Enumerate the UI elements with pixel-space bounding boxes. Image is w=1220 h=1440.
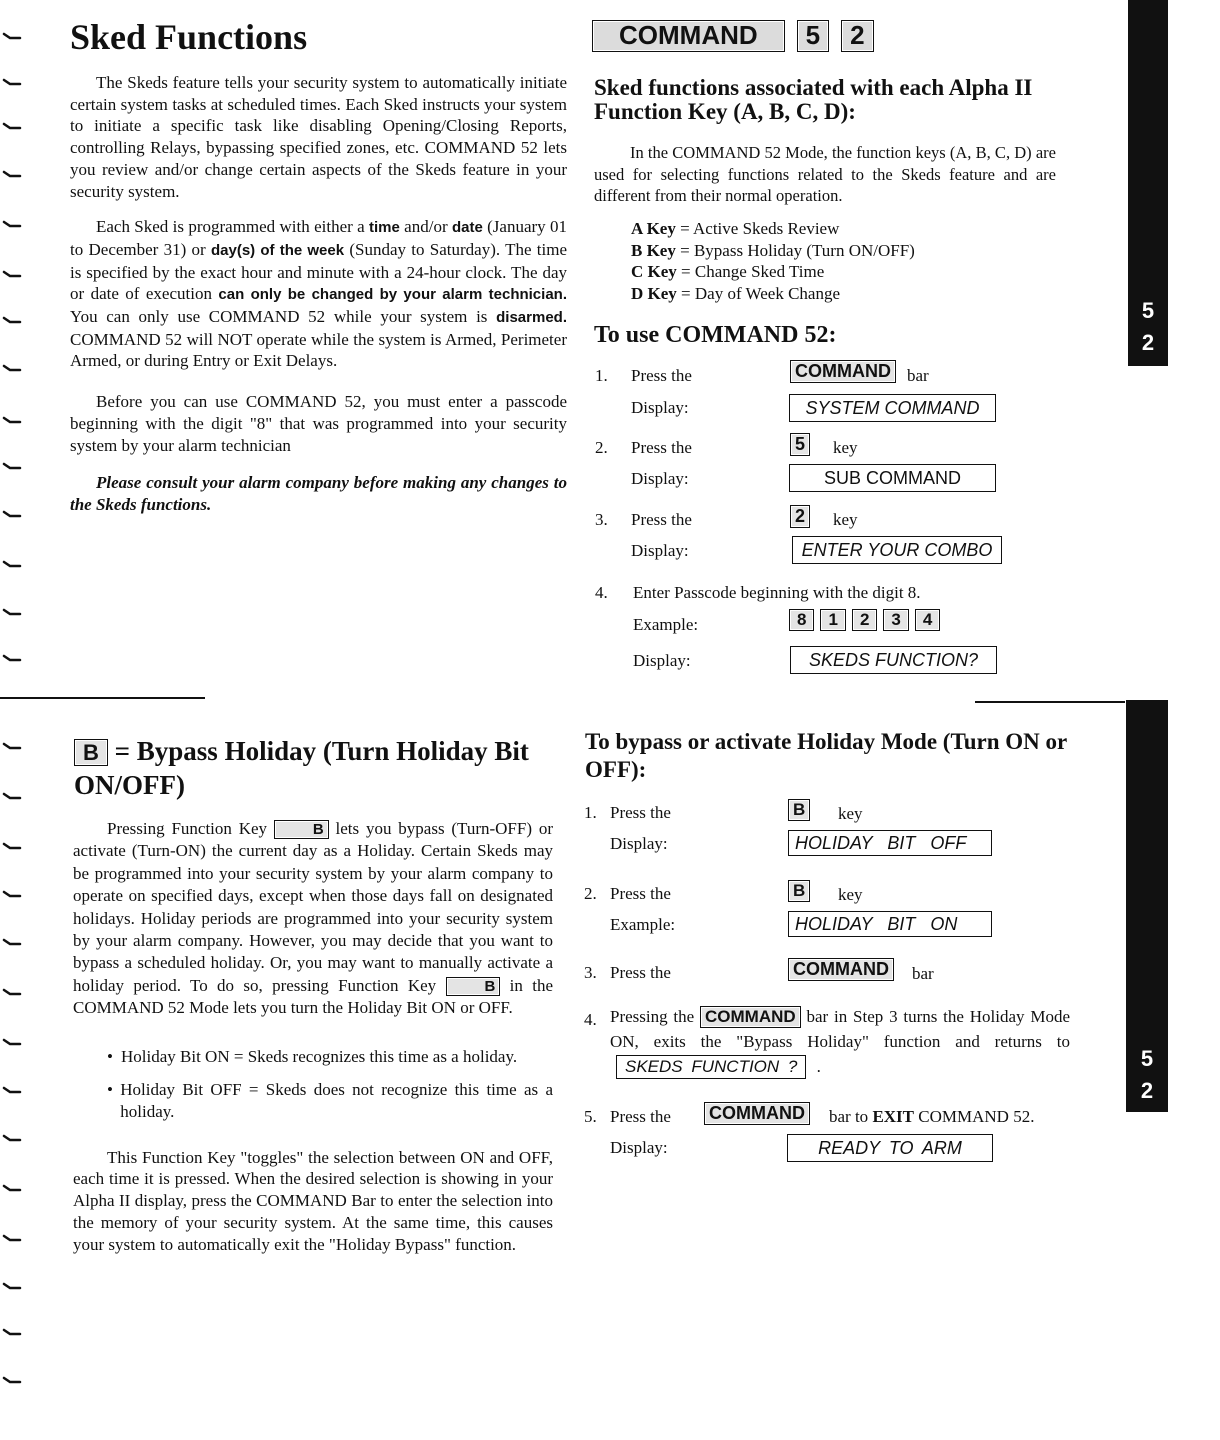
bypass-holiday-heading [74, 734, 564, 802]
date-term: date [451, 219, 483, 237]
step-exit-text [829, 1107, 1034, 1127]
bypass-section [73, 818, 553, 1255]
divider [975, 701, 1125, 703]
text-run: You can only use COMMAND 52 while your system is [70, 307, 497, 327]
command-key-header: COMMAND [592, 20, 785, 52]
two-key: 2 [790, 505, 810, 528]
toggle-paragraph: This Function Key "toggles" the selection between ON and OFF, each time it is pressed. When the desired selection is showing in your Alpha II display, press the COMMAND Bar to enter the selection into the memory of your security system. At the same time, this causes your system to automatically exit the "Holiday Bypass" function. [73, 1147, 553, 1254]
use-command-heading: To use COMMAND 52: [594, 322, 837, 348]
command-key: COMMAND [700, 1006, 801, 1028]
step-number: 2. [584, 884, 597, 903]
text-run: COMMAND 52 will NOT operate while the system is Armed, Perimeter Armed, or during Entry or Exit Delays. [70, 329, 567, 371]
exit-term: EXIT [872, 1107, 915, 1126]
text-run: . [816, 1057, 821, 1076]
tab-digit: 5 [1140, 1046, 1154, 1071]
digit-key: 1 [820, 609, 845, 631]
step-number: 4. [595, 583, 608, 602]
intro-section [70, 72, 567, 516]
digit-key: 3 [883, 609, 908, 631]
display-label: Display: [610, 834, 668, 853]
b-key: B [788, 880, 810, 902]
b-key: B [788, 799, 810, 821]
step-suffix: key [838, 804, 863, 823]
step-action: Press the [631, 366, 692, 385]
lcd-display: READY TO ARM [787, 1134, 993, 1162]
step-number: 5. [584, 1107, 597, 1126]
display-label: Display: [610, 1138, 668, 1157]
disarmed-term: disarmed. [496, 309, 567, 327]
step-suffix: key [838, 885, 863, 904]
step-action: Press the [631, 438, 692, 457]
two-key-header: 2 [841, 20, 873, 52]
section-tab [1128, 0, 1168, 366]
bullet: • [107, 1046, 113, 1066]
binding-ticks [0, 0, 26, 1440]
command-key: COMMAND [790, 360, 896, 383]
five-key: 5 [790, 433, 810, 456]
step-suffix: bar [907, 366, 929, 385]
time-term: time [369, 219, 400, 237]
step-number: 2. [595, 438, 608, 457]
step-text: Enter Passcode beginning with the digit 8. [633, 583, 921, 602]
command-key: COMMAND [704, 1102, 810, 1125]
command-header [592, 20, 874, 52]
text-run: in the COMMAND 52 Mode lets you turn the Holiday Bit ON or OFF. [73, 975, 553, 1018]
lcd-display: HOLIDAY BIT ON [788, 911, 992, 937]
key-desc: = Bypass Holiday (Turn ON/OFF) [675, 240, 915, 260]
holiday-mode-heading: To bypass or activate Holiday Mode (Turn ON or OFF): [585, 729, 1067, 782]
holiday-bit-list [73, 1046, 553, 1123]
example-label: Example: [610, 915, 676, 934]
display-label: Display: [633, 651, 691, 670]
lcd-display: HOLIDAY BIT OFF [788, 830, 992, 856]
text-run: (January 01 to December 31) or [70, 217, 567, 259]
text-run: and/or [399, 217, 452, 237]
step4-text [610, 1004, 1070, 1079]
function-key-item [631, 283, 915, 305]
step-number: 3. [595, 510, 608, 529]
example-label: Example: [633, 615, 699, 634]
text-run: COMMAND 52. [914, 1107, 1035, 1126]
tab-digit: 2 [1141, 330, 1155, 355]
text-run: lets you bypass (Turn-OFF) or activate (Turn-ON) the current day as a Holiday. Certain Skeds may be programmed into your security system by your alarm company to operate on specified days, except when those days fall on designated holidays. Holiday periods are programmed into your security system by your alarm company. However, you may decide that you want to bypass a scheduled holiday. Or, you may want to manually activate a holiday period. To do so, pressing Function Key [73, 819, 553, 995]
step-number: 3. [584, 963, 597, 982]
page-title: Sked Functions [70, 17, 308, 57]
step-action: Press the [610, 884, 671, 903]
text-run: to [1056, 1032, 1070, 1051]
function-keys-intro: In the COMMAND 52 Mode, the function keys (A, B, C, D) are used for selecting functions related to the Skeds feature and are different from their normal operation. [594, 143, 1056, 206]
lcd-display: SYSTEM COMMAND [789, 394, 996, 422]
step-action: Press the [631, 510, 692, 529]
display-label: Display: [631, 541, 689, 560]
function-key-list [631, 218, 915, 304]
function-key-item [631, 218, 915, 240]
text-run: bar in Step 3 turns the Holiday Mode ON, exits the "Bypass Holiday" function and returns [610, 1007, 1071, 1051]
intro-paragraph: The Skeds feature tells your security system to automatically initiate certain system tasks at scheduled times. Each Sked instructs your system to initiate a specific task like disabling Opening/Closing Reports, controlling Relays, bypassing specified zones, etc. COMMAND 52 lets you review and/or change certain aspects of the Skeds feature in your security system. [70, 73, 567, 201]
bypass-holiday-title: = Bypass Holiday (Turn Holiday Bit ON/OFF) [74, 736, 529, 800]
step-suffix: bar [912, 964, 934, 983]
step-action: Press the [610, 963, 671, 982]
display-label: Display: [631, 398, 689, 417]
lcd-display: SKEDS FUNCTION ? [616, 1055, 806, 1079]
step-number: 1. [595, 366, 608, 385]
bullet-text: Holiday Bit OFF = Skeds does not recognize this time as a holiday. [120, 1080, 553, 1122]
divider [0, 697, 205, 699]
bullet-text: Holiday Bit ON = Skeds recognizes this time as a holiday. [121, 1046, 518, 1066]
step-number: 1. [584, 803, 597, 822]
key-name: A Key [631, 219, 676, 238]
text-run: Each Sked is programmed with either a [96, 217, 369, 237]
consult-note: Please consult your alarm company before making any changes to the Skeds functions. [70, 473, 567, 514]
key-desc: = Day of Week Change [676, 283, 841, 303]
lcd-display: SUB COMMAND [789, 464, 996, 492]
lcd-display: SKEDS FUNCTION? [790, 646, 997, 674]
list-item [107, 1079, 553, 1122]
lcd-display: ENTER YOUR COMBO [792, 536, 1002, 564]
text-run: bar to [829, 1107, 873, 1126]
passcode-example [789, 609, 940, 631]
command-key: COMMAND [788, 958, 894, 981]
section-tab [1126, 700, 1168, 1112]
function-key-item [631, 261, 915, 283]
sked-programming-paragraph [70, 216, 567, 372]
tab-digit: 2 [1140, 1078, 1154, 1103]
bullet: • [107, 1080, 113, 1100]
step-action: Press the [610, 1107, 671, 1126]
b-key: B [74, 739, 108, 766]
display-label: Display: [631, 469, 689, 488]
b-key: B [446, 977, 501, 996]
text-run: Pressing the [610, 1007, 695, 1026]
technician-note: can only be changed by your alarm technician. [218, 286, 567, 304]
list-item [107, 1046, 553, 1068]
function-key-item [631, 240, 915, 262]
function-keys-heading: Sked functions associated with each Alpha II Function Key (A, B, C, D): [594, 75, 1033, 124]
text-run: (Sunday to Saturday). The time is specified by the exact hour and minute with a 24-hour clock. The day or date of execution [70, 239, 568, 304]
step-suffix: key [833, 438, 858, 457]
text-run: Pressing Function Key [107, 819, 274, 838]
b-key: B [274, 820, 329, 839]
tab-digit: 5 [1141, 298, 1155, 323]
step-action: Press the [610, 803, 671, 822]
key-name: B Key [631, 240, 676, 260]
digit-key: 4 [915, 609, 940, 631]
day-of-week-term: day(s) of the week [210, 241, 345, 259]
five-key-header: 5 [797, 20, 829, 52]
bypass-paragraph [73, 818, 553, 1020]
key-name: D Key [631, 283, 677, 303]
key-desc: = Change Sked Time [676, 262, 825, 281]
step-number: 4. [584, 1010, 597, 1029]
key-name: C Key [631, 262, 677, 281]
digit-key: 8 [789, 609, 814, 631]
step-suffix: key [833, 510, 858, 529]
passcode-paragraph: Before you can use COMMAND 52, you must enter a passcode beginning with the digit "8" that was programmed into your security system by your alarm technician [70, 392, 567, 455]
digit-key: 2 [852, 609, 877, 631]
key-desc: = Active Skeds Review [675, 219, 840, 238]
